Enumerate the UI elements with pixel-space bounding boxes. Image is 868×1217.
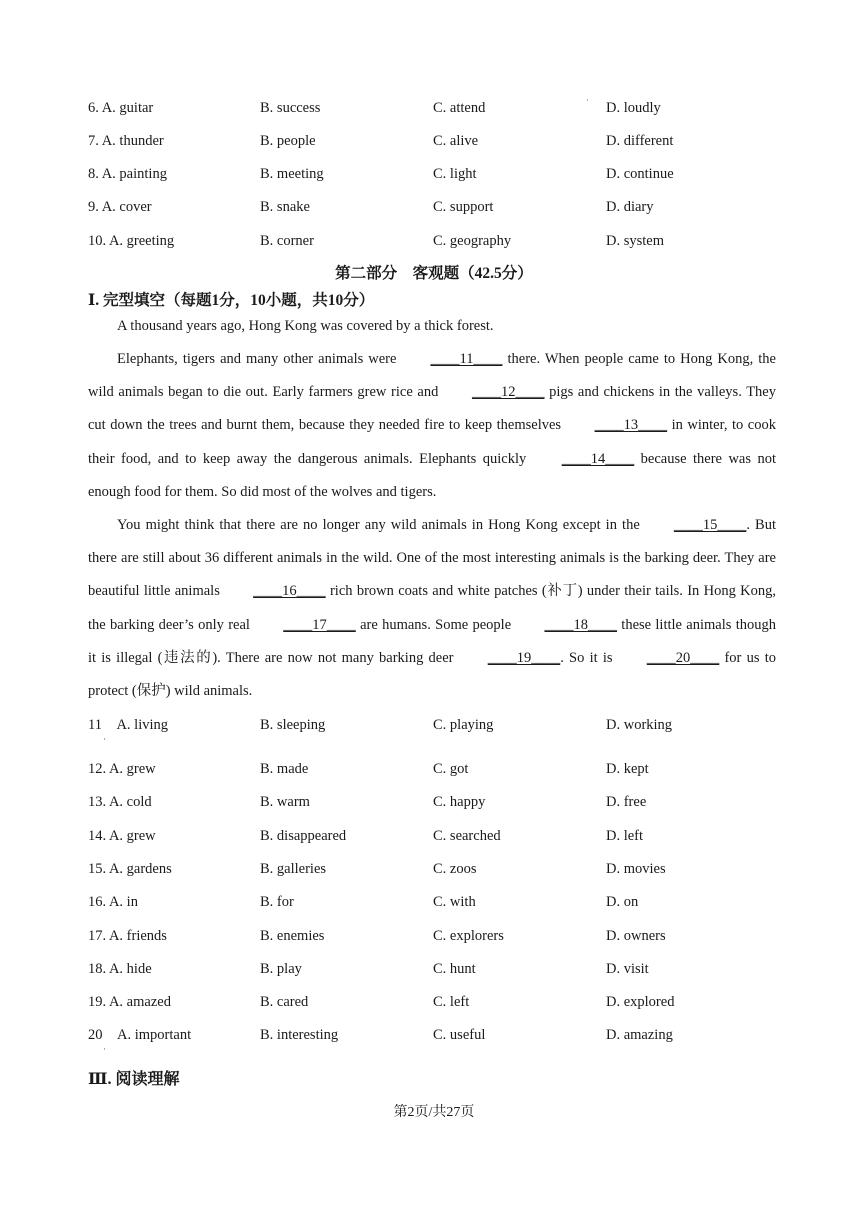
option-row-8 (0, 163, 868, 185)
option-b: B. enemies (260, 928, 325, 944)
passage-paragraph-2 (88, 343, 776, 509)
passage-text: there. When people came to Hong Kong, the wild animals began to die out. Early farmers grew rice and (88, 351, 776, 401)
option-c: C. useful (433, 1027, 486, 1043)
option-d: D. on (606, 894, 639, 910)
option-a: 9. A. cover (88, 199, 152, 215)
option-b: B. meeting (260, 166, 324, 182)
option-row-15 (0, 858, 868, 880)
option-d: D. left (606, 828, 644, 844)
option-a: 18. A. hide (88, 961, 152, 977)
option-a: 15. A. gardens (88, 861, 172, 877)
section3-title: Ⅲ. 阅读理解 (88, 1071, 180, 1088)
blank-20: ____20____ (646, 649, 720, 666)
option-c: C. left (433, 994, 470, 1010)
option-c: C. zoos (433, 861, 477, 877)
option-c: C. geography (433, 233, 512, 249)
option-b: B. for (260, 894, 294, 910)
option-a: 16. A. in (88, 894, 138, 910)
passage-text: because there was not enough food for them. So did most of the wolves and tigers. (88, 450, 776, 500)
section1-title: Ⅰ. 完型填空（每题1分，10小题，共10分） (88, 292, 375, 309)
passage-paragraph-1 (88, 310, 776, 343)
passage-text: are humans. Some people (355, 616, 516, 633)
passage-text: in winter, to cook their food, and to keep away the dangerous animals. Elephants quickly (88, 417, 776, 467)
option-row-16 (0, 891, 868, 913)
option-b: B. corner (260, 233, 314, 249)
option-b: B. sleeping (260, 717, 326, 733)
option-row-7 (0, 130, 868, 152)
option-c: C. searched (433, 828, 501, 844)
passage-text: these little animals though it is illegal (违法的). There are now not many barking deer (88, 616, 776, 666)
passage-paragraph-3 (88, 509, 776, 708)
option-b: B. play (260, 961, 302, 977)
passage-text: rich brown coats and white patches (补丁) under their tails. In Hong Kong, the barking deer’s only real (88, 583, 776, 633)
option-c: C. light (433, 166, 477, 182)
blank-18: ____18____ (544, 616, 617, 633)
option-c: C. playing (433, 717, 494, 733)
option-d: D. system (606, 233, 664, 249)
option-d: D. visit (606, 961, 649, 977)
option-row-10 (0, 230, 868, 252)
option-a: 10. A. greeting (88, 233, 175, 249)
option-d: D. free (606, 794, 647, 810)
option-a: 13. A. cold (88, 794, 152, 810)
option-a: 19. A. amazed (88, 994, 171, 1010)
passage-text: Elephants, tigers and many other animals were (117, 351, 402, 367)
option-a: 6. A. guitar (88, 100, 154, 116)
option-b: B. cared (260, 994, 309, 1010)
option-row-9 (0, 196, 868, 218)
option-c: C. explorers (433, 928, 504, 944)
passage-text: You might think that there are no longer any wild animals in Hong Kong except in the (117, 517, 645, 533)
option-d: D. owners (606, 928, 666, 944)
option-d: D. kept (606, 761, 649, 777)
option-row-13 (0, 791, 868, 813)
passage-text: pigs and chickens in the valleys. They cut down the trees and burnt them, because they needed fire to keep themselves (88, 384, 776, 434)
scan-mark: · (103, 1044, 106, 1054)
part2-title: 第二部分 客观题（42.5分） (335, 265, 533, 282)
option-c: C. happy (433, 794, 486, 810)
option-a: 7. A. thunder (88, 133, 164, 149)
option-b: B. people (260, 133, 316, 149)
option-b: B. interesting (260, 1027, 339, 1043)
option-a: 12. A. grew (88, 761, 156, 777)
blank-17: ____17____ (283, 616, 356, 633)
blank-19: ____19____ (487, 649, 561, 666)
page-footer: 第2页/共27页 (393, 1105, 475, 1120)
option-a: 14. A. grew (88, 828, 156, 844)
option-c: C. alive (433, 133, 479, 149)
option-c: C. attend (433, 100, 486, 116)
option-b: B. snake (260, 199, 310, 215)
option-d: D. continue (606, 166, 674, 182)
option-c: C. support (433, 199, 494, 215)
blank-16: ____16____ (253, 583, 326, 600)
option-row-6 (0, 97, 868, 119)
option-c: C. hunt (433, 961, 476, 977)
option-c: C. got (433, 761, 469, 777)
option-b: B. success (260, 100, 321, 116)
option-row-20 (0, 1024, 868, 1046)
option-d: D. amazing (606, 1027, 673, 1043)
option-b: B. made (260, 761, 309, 777)
blank-12: ____12____ (471, 384, 545, 401)
option-row-14 (0, 825, 868, 847)
option-d: D. movies (606, 861, 666, 877)
option-a: 20 A. important (88, 1027, 192, 1043)
option-a: 8. A. painting (88, 166, 167, 182)
scan-mark: · (103, 734, 106, 744)
passage-text: A thousand years ago, Hong Kong was covered by a thick forest. (117, 318, 494, 334)
option-b: B. disappeared (260, 828, 347, 844)
option-row-12 (0, 758, 868, 780)
passage-text: . But there are still about 36 different animals in the wild. One of the most interesting animals is the barking deer. They are beautiful little animals (88, 517, 776, 600)
scan-mark: · (586, 95, 589, 105)
blank-14: ____14____ (561, 450, 635, 467)
option-d: D. different (606, 133, 674, 149)
blank-15: ____15____ (673, 517, 747, 533)
option-b: B. warm (260, 794, 310, 810)
option-a: 17. A. friends (88, 928, 167, 944)
option-d: D. working (606, 717, 673, 733)
blank-13: ____13____ (594, 417, 668, 434)
option-c: C. with (433, 894, 476, 910)
blank-11: ____11____ (430, 351, 503, 367)
option-d: D. diary (606, 199, 654, 215)
option-row-17 (0, 925, 868, 947)
option-a: 11 A. living (88, 717, 169, 733)
passage-text: . So it is (560, 649, 618, 666)
option-d: D. explored (606, 994, 675, 1010)
option-row-11 (0, 714, 868, 736)
option-d: D. loudly (606, 100, 661, 116)
option-b: B. galleries (260, 861, 327, 877)
option-row-18 (0, 958, 868, 980)
option-row-19 (0, 991, 868, 1013)
passage-text: for us to protect (保护) wild animals. (88, 649, 776, 700)
